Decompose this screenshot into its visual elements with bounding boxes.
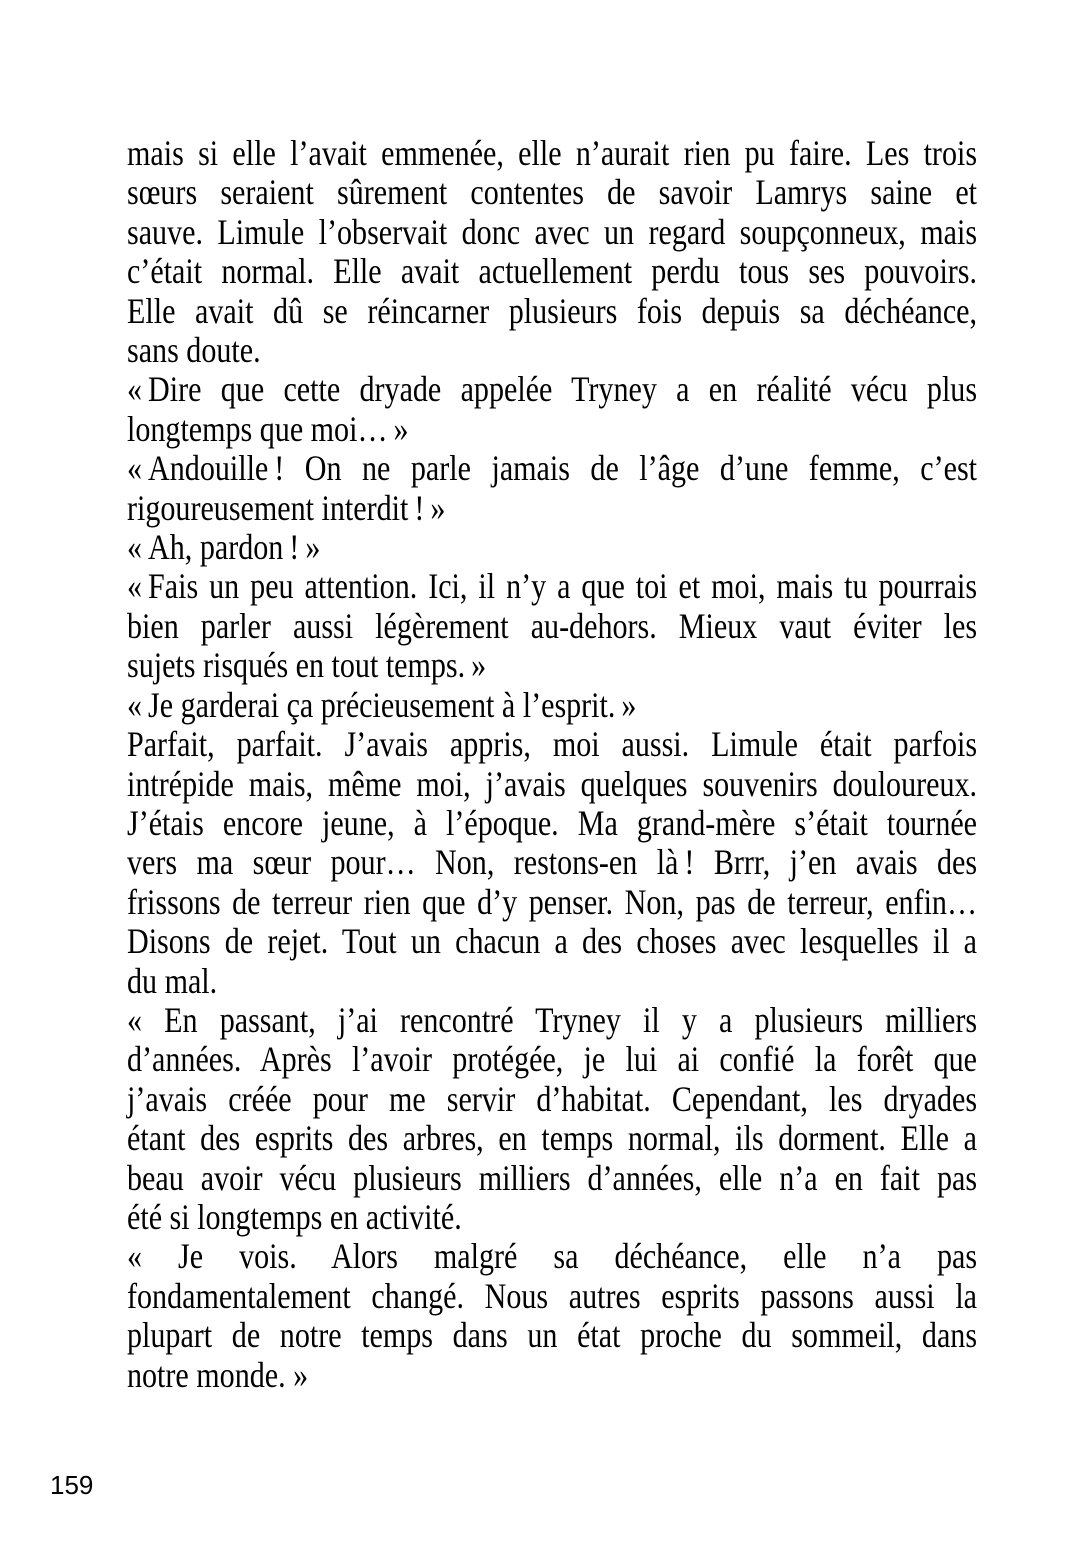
text-line: du mal. <box>127 960 218 1001</box>
text-line: « Dire que cette dryade appelée Tryney a en réalité vécu plus <box>127 369 978 410</box>
text-line: fondamentalement changé. Nous autres esprits passons aussi la <box>127 1275 978 1316</box>
text-line: sauve. Limule l’observait donc avec un regard soupçonneux, mais <box>127 211 978 252</box>
text-line: c’était normal. Elle avait actuellement perdu tous ses pouvoirs. <box>127 251 978 292</box>
text-line: j’avais créée pour me servir d’habitat. Cependant, les dryades <box>127 1078 978 1119</box>
text-line: vers ma sœur pour… Non, restons-en là ! Brrr, j’en avais des <box>127 842 978 883</box>
text-line: Elle avait dû se réincarner plusieurs fois depuis sa déchéance, <box>127 290 978 331</box>
text-line: plupart de notre temps dans un état proche du sommeil, dans <box>127 1315 978 1356</box>
text-line: étant des esprits des arbres, en temps normal, ils dorment. Elle a <box>127 1118 978 1159</box>
text-line: bien parler aussi légèrement au-dehors. Mieux vaut éviter les <box>127 605 978 646</box>
text-line: frissons de terreur rien que d’y penser. Non, pas de terreur, enfin… <box>127 881 978 922</box>
text-line: « En passant, j’ai rencontré Tryney il y a plusieurs milliers <box>127 999 978 1040</box>
text-line: « Je vois. Alors malgré sa déchéance, elle n’a pas <box>127 1236 978 1277</box>
text-line: notre monde. » <box>127 1354 309 1395</box>
text-line: intrépide mais, même moi, j’avais quelques souvenirs douloureux. <box>127 763 978 804</box>
text-line: été si longtemps en activité. <box>127 1196 462 1237</box>
body-text <box>127 134 977 1395</box>
text-line: Parfait, parfait. J’avais appris, moi aussi. Limule était parfois <box>127 724 978 765</box>
text-line: « Je garderai ça précieusement à l’esprit. » <box>127 684 637 725</box>
page-number: 159 <box>50 1470 94 1500</box>
text-line: sœurs seraient sûrement contentes de savoir Lamrys saine et <box>127 172 978 213</box>
text-line: rigoureusement interdit ! » <box>127 487 446 528</box>
text-line: sujets risqués en tout temps. » <box>127 645 487 686</box>
text-line: mais si elle l’avait emmenée, elle n’aurait rien pu faire. Les trois <box>127 133 978 173</box>
text-line: « Andouille ! On ne parle jamais de l’âge d’une femme, c’est <box>127 448 978 489</box>
text-line: sans doute. <box>127 330 261 371</box>
text-line: « Fais un peu attention. Ici, il n’y a que toi et moi, mais tu pourrais <box>127 566 978 607</box>
text-line: longtemps que moi… » <box>127 408 409 449</box>
text-line: Disons de rejet. Tout un chacun a des choses avec lesquelles il a <box>127 921 978 962</box>
text-line: « Ah, pardon ! » <box>127 527 321 568</box>
text-line: J’étais encore jeune, à l’époque. Ma grand-mère s’était tournée <box>127 802 978 843</box>
text-line: beau avoir vécu plusieurs milliers d’années, elle n’a en fait pas <box>127 1157 978 1198</box>
text-line: d’années. Après l’avoir protégée, je lui ai confié la forêt que <box>127 1039 978 1080</box>
